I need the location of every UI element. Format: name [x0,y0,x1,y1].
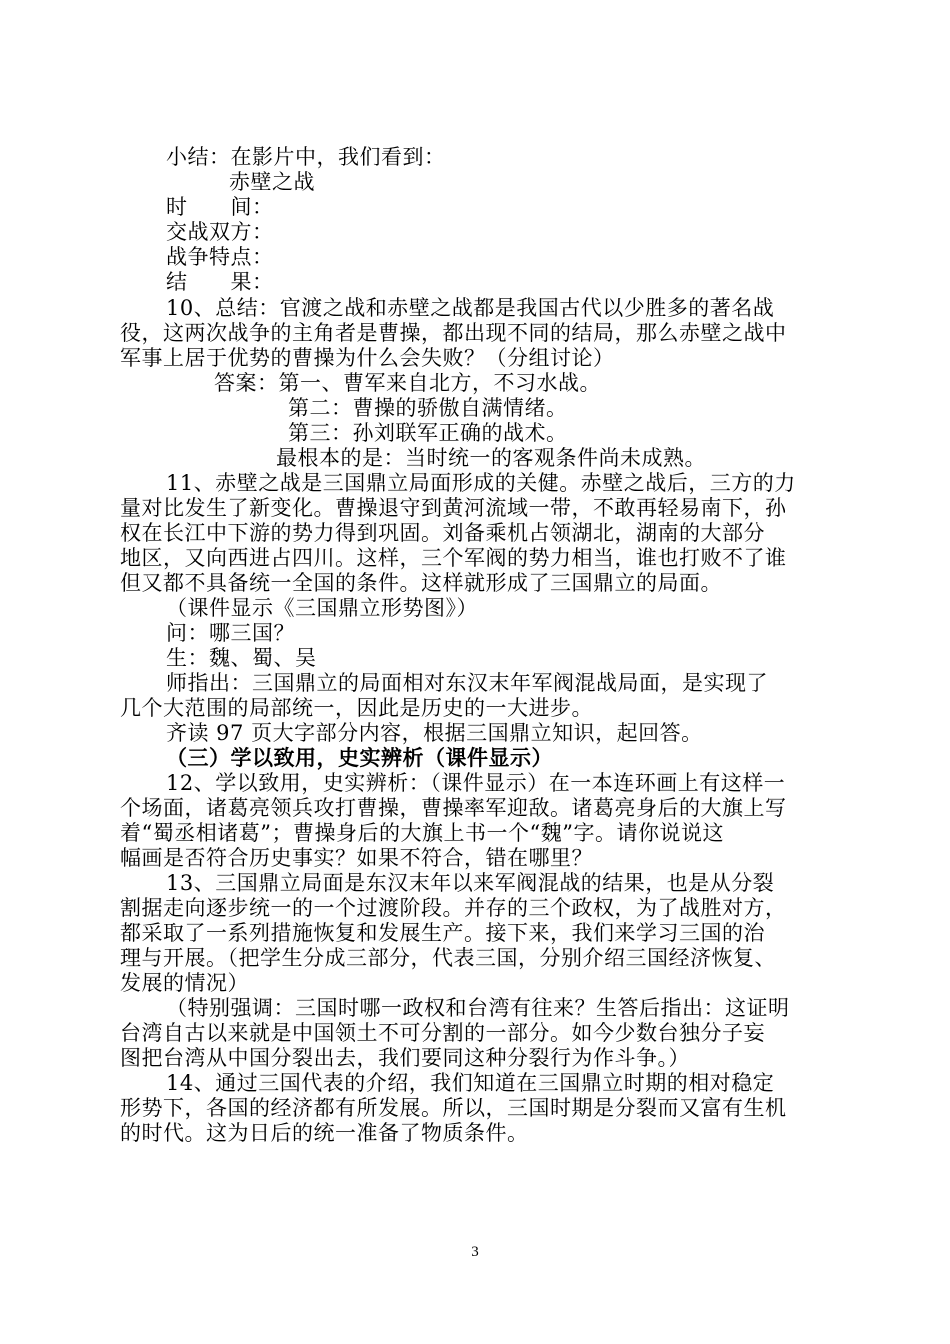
paragraph-11-line-1: 11、赤壁之战是三国鼎立局面形成的关健。赤壁之战后，三方的力 [166,471,796,495]
paragraph-14-line-1: 14、通过三国代表的介绍，我们知道在三国鼎立时期的相对稳定 [166,1071,775,1095]
paragraph-11-line-4: 地区，又向西进占四川。这样，三个军阀的势力相当，谁也打败不了谁 [120,546,787,570]
summary-heading: 小结：在影片中，我们看到： [166,145,446,169]
field-result: 结 果： [166,270,274,294]
reading-instruction: 齐读 97 页大字部分内容，根据三国鼎立知识，起回答。 [166,721,703,745]
section-three-heading: （三）学以致用，史实辨析（课件显示） [166,746,553,770]
paragraph-13-line-4: 理与开展。（把学生分成三部分，代表三国，分别介绍三国经济恢复、 [120,946,776,970]
answer-3: 第三：孙刘联军正确的战术。 [288,421,568,445]
paragraph-11-line-3: 权在长江中下游的势力得到巩固。刘备乘机占领湖北，湖南的大部分 [120,521,765,545]
field-parties: 交战双方： [166,220,274,244]
emphasis-note-line-2: 台湾自古以来就是中国领土不可分割的一部分。如今少数台独分子妄 [120,1021,765,1045]
paragraph-14-line-3: 的时代。这为日后的统一准备了物质条件。 [120,1121,529,1145]
answer-root: 最根本的是：当时统一的客观条件尚未成熟。 [276,446,706,470]
answer-1: 答案：第一、曹军来自北方，不习水战。 [214,371,601,395]
teacher-note-line-2: 几个大范围的局部统一，因此是历史的一大进步。 [120,696,593,720]
teacher-note-line-1: 师指出：三国鼎立的局面相对东汉末年军阀混战局面，是实现了 [166,671,768,695]
paragraph-12-line-3: 着“蜀丞相诸葛”；曹操身后的大旗上书一个“魏”字。请你说说这 [120,821,724,845]
paragraph-13-line-1: 13、三国鼎立局面是东汉末年以来军阀混战的结果，也是从分裂 [166,871,775,895]
paragraph-12-line-4: 幅画是否符合历史事实？如果不符合，错在哪里？ [120,846,593,870]
paragraph-10-line-2: 役，这两次战争的主角者是曹操，都出现不同的结局，那么赤壁之战中 [120,321,787,345]
paragraph-13-line-2: 割据走向逐步统一的一个过渡阶段。并存的三个政权，为了战胜对方， [120,896,787,920]
paragraph-14-line-2: 形势下，各国的经济都有所发展。所以，三国时期是分裂而又富有生机 [120,1096,787,1120]
paragraph-11-line-2: 量对比发生了新变化。曹操退守到黄河流域一带，不敢再轻易南下，孙 [120,496,787,520]
paragraph-10-line-1: 10、总结：官渡之战和赤壁之战都是我国古代以少胜多的著名战 [166,296,775,320]
paragraph-12-line-2: 个场面，诸葛亮领兵攻打曹操，曹操率军迎敌。诸葛亮身后的大旗上写 [120,796,787,820]
field-features: 战争特点： [166,245,274,269]
student-answer-line: 生：魏、蜀、吴 [166,646,317,670]
question-line: 问：哪三国？ [166,621,295,645]
paragraph-13-line-3: 都采取了一系列措施恢复和发展生产。接下来，我们来学习三国的治 [120,921,765,945]
paragraph-11-line-5: 但又都不具备统一全国的条件。这样就形成了三国鼎立的局面。 [120,571,722,595]
paragraph-10-line-3: 军事上居于优势的曹操为什么会失败？（分组讨论） [120,346,615,370]
paragraph-13-line-5: 发展的情况） [120,971,249,995]
paragraph-12-line-1: 12、学以致用，史实辨析：（课件显示）在一本连环画上有这样一 [166,771,786,795]
page-number: 3 [471,1244,479,1260]
emphasis-note-line-3: 图把台湾从中国分裂出去，我们要同这种分裂行为作斗争。） [120,1046,690,1070]
battle-name: 赤壁之战 [229,170,315,194]
answer-2: 第二：曹操的骄傲自满情绪。 [288,396,568,420]
courseware-map-note: （课件显示《三国鼎立形势图》） [166,596,478,620]
field-time: 时 间： [166,195,274,219]
emphasis-note-line-1: （特别强调：三国时哪一政权和台湾有往来？生答后指出：这证明 [166,996,790,1020]
